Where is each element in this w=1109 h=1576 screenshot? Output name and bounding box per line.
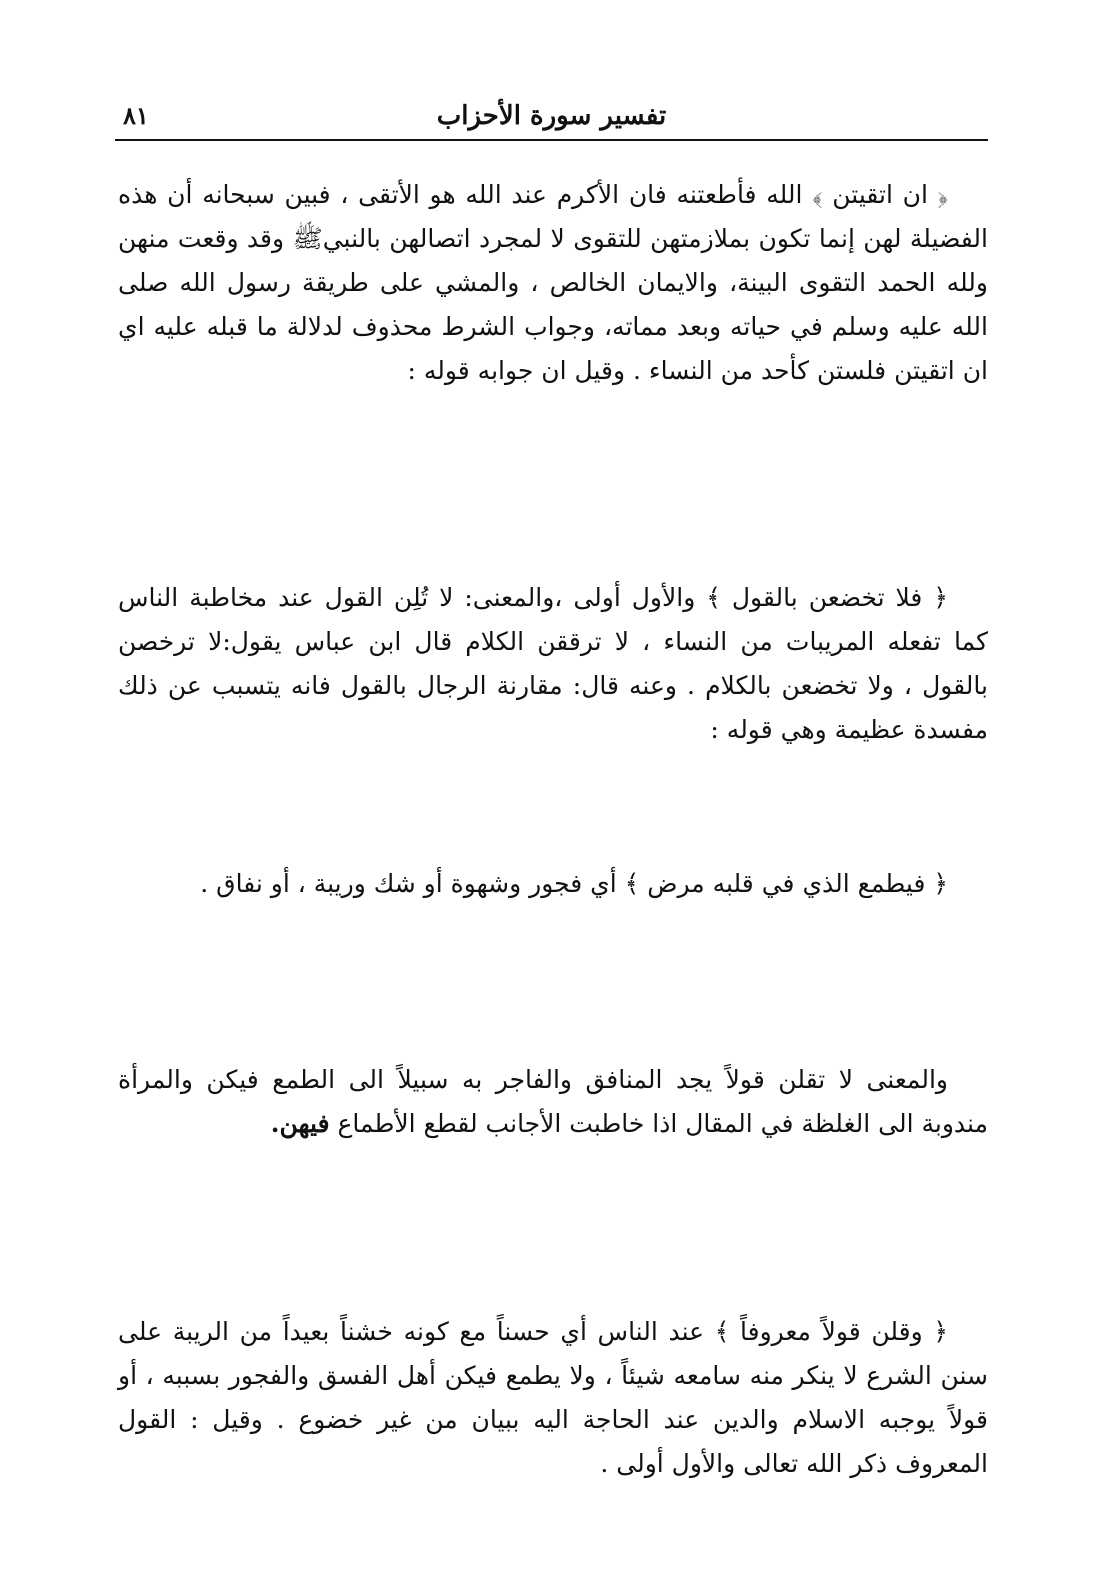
- page-number: ٨١: [123, 101, 149, 130]
- paragraph-1-text: ﴿ ان اتقيتن ﴾ الله فأطعتنه فان الأكرم عند الله هو الأتقى ، فبين سبحانه أن هذه الفضيلة لهن إنما تكون بملازمتهن للتقوى لا لمجرد اتصالهن بالنبيﷺ وقد وقعت منهن ولله الحمد التقوى البينة، والايمان الخالص ، والمشي على طريقة رسول الله صلى الله عليه وسلم في حياته وبعد مماته، وجواب الشرط محذوف لدلالة ما قبله عليه اي ان اتقيتن فلستن كأحد من النساء . وقيل ان جوابه قوله :: [118, 180, 988, 385]
- paragraph-3-text: ﴿ فيطمع الذي في قلبه مرض ﴾ أي فجور وشهوة أو شك وريبة ، أو نفاق .: [200, 869, 948, 898]
- paragraph-4: [118, 1058, 988, 1146]
- paragraph-1: [118, 173, 988, 393]
- paragraph-2-text: ﴿ فلا تخضعن بالقول ﴾ والأول أولى ،والمعنى: لا تُلِن القول عند مخاطبة الناس كما تفعله المريبات من النساء ، لا ترققن الكلام قال ابن عباس يقول:لا ترخصن بالقول ، ولا تخضعن بالكلام . وعنه قال: مقارنة الرجال بالقول فانه يتسبب عن ذلك مفسدة عظيمة وهي قوله :: [118, 583, 988, 744]
- paragraph-3: [118, 862, 988, 906]
- header-rule: [115, 139, 988, 141]
- running-header: [115, 96, 988, 136]
- paragraph-5: [118, 1310, 988, 1486]
- header-title: تفسير سورة الأحزاب: [436, 101, 667, 131]
- paragraph-5-text: ﴿ وقلن قولاً معروفاً ﴾ عند الناس أي حسناً مع كونه خشناً بعيداً من الريبة على سنن الشرع لا ينكر منه سامعه شيئاً ، ولا يطمع فيكن أهل الفسق والفجور بسببه ، أو قولاً يوجبه الاسلام والدين عند الحاجة اليه ببيان من غير خضوع . وقيل : القول المعروف ذكر الله تعالى والأول أولى .: [118, 1317, 988, 1478]
- paragraph-4-bold-tail: فيهن.: [270, 1109, 330, 1138]
- paragraph-4-text: والمعنى لا تقلن قولاً يجد المنافق والفاجر به سبيلاً الى الطمع فيكن والمرأة مندوبة الى الغلظة في المقال اذا خاطبت الأجانب لقطع الأطماع: [118, 1065, 988, 1138]
- paragraph-2: [118, 576, 988, 752]
